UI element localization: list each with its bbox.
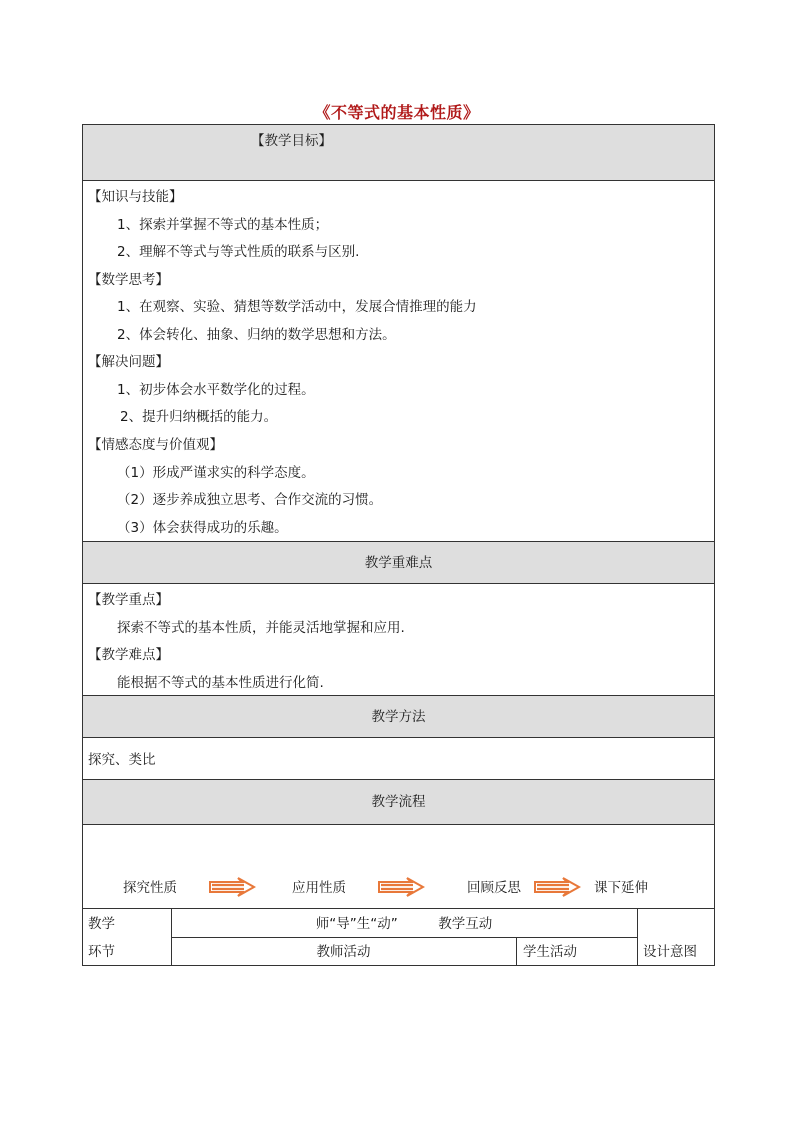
objectives-header-row [82, 124, 715, 181]
arrow-right-icon [208, 877, 256, 897]
problem-item: 2、提升归纳概括的能力。 [120, 409, 278, 425]
thinking-item: 1、在观察、实验、猜想等数学活动中，发展合情推理的能力 [117, 299, 477, 315]
teacher-activity-header: 教师活动 [316, 944, 371, 960]
arrow-right-icon [533, 877, 581, 897]
knowledge-item: 2、理解不等式与等式性质的联系与区别. [117, 244, 360, 260]
attitude-item: （2）逐步养成独立思考、合作交流的习惯。 [117, 492, 383, 508]
thinking-heading: 【数学思考】 [88, 272, 169, 288]
knowledge-heading: 【知识与技能】 [88, 189, 183, 205]
process-step: 应用性质 [292, 880, 346, 896]
method-body [82, 737, 715, 780]
focus-heading: 【教学重点】 [88, 592, 169, 608]
method-text: 探究、类比 [88, 752, 156, 768]
focus-text: 探索不等式的基本性质，并能灵活地掌握和应用. [117, 620, 405, 636]
difficulty-text: 能根据不等式的基本性质进行化简. [117, 675, 324, 691]
key-points-body [82, 583, 715, 696]
process-header: 教学流程 [371, 794, 426, 810]
student-activity-header: 学生活动 [523, 944, 577, 960]
method-header-row [82, 695, 715, 738]
process-step: 回顾反思 [467, 880, 521, 896]
interaction-header: 师“导”生“动” 教学互动 [315, 916, 493, 932]
design-intent-header: 设计意图 [643, 944, 697, 960]
process-step: 课下延伸 [594, 880, 648, 896]
problem-item: 1、初步体会水平数学化的过程。 [117, 382, 315, 398]
process-step: 探究性质 [123, 880, 177, 896]
attitude-heading: 【情感态度与价值观】 [88, 437, 223, 453]
objectives-body [82, 180, 715, 542]
key-points-header-row [82, 541, 715, 584]
arrow-right-icon [377, 877, 425, 897]
section-label-line1: 教学 [88, 916, 115, 932]
process-body [82, 824, 715, 909]
objectives-header: 【教学目标】 [251, 133, 332, 149]
page-title: 《不等式的基本性质》 [314, 103, 480, 122]
difficulty-heading: 【教学难点】 [88, 647, 169, 663]
process-header-row [82, 779, 715, 825]
thinking-item: 2、体会转化、抽象、归纳的数学思想和方法。 [117, 327, 396, 343]
knowledge-item: 1、探索并掌握不等式的基本性质； [117, 217, 329, 233]
problem-heading: 【解决问题】 [88, 354, 169, 370]
section-label-line2: 环节 [88, 944, 115, 960]
activity-table-header [82, 908, 715, 966]
attitude-item: （3）体会获得成功的乐趣。 [117, 520, 288, 536]
key-points-header: 教学重难点 [364, 555, 433, 571]
attitude-item: （1）形成严谨求实的科学态度。 [117, 465, 315, 481]
method-header: 教学方法 [371, 709, 426, 725]
